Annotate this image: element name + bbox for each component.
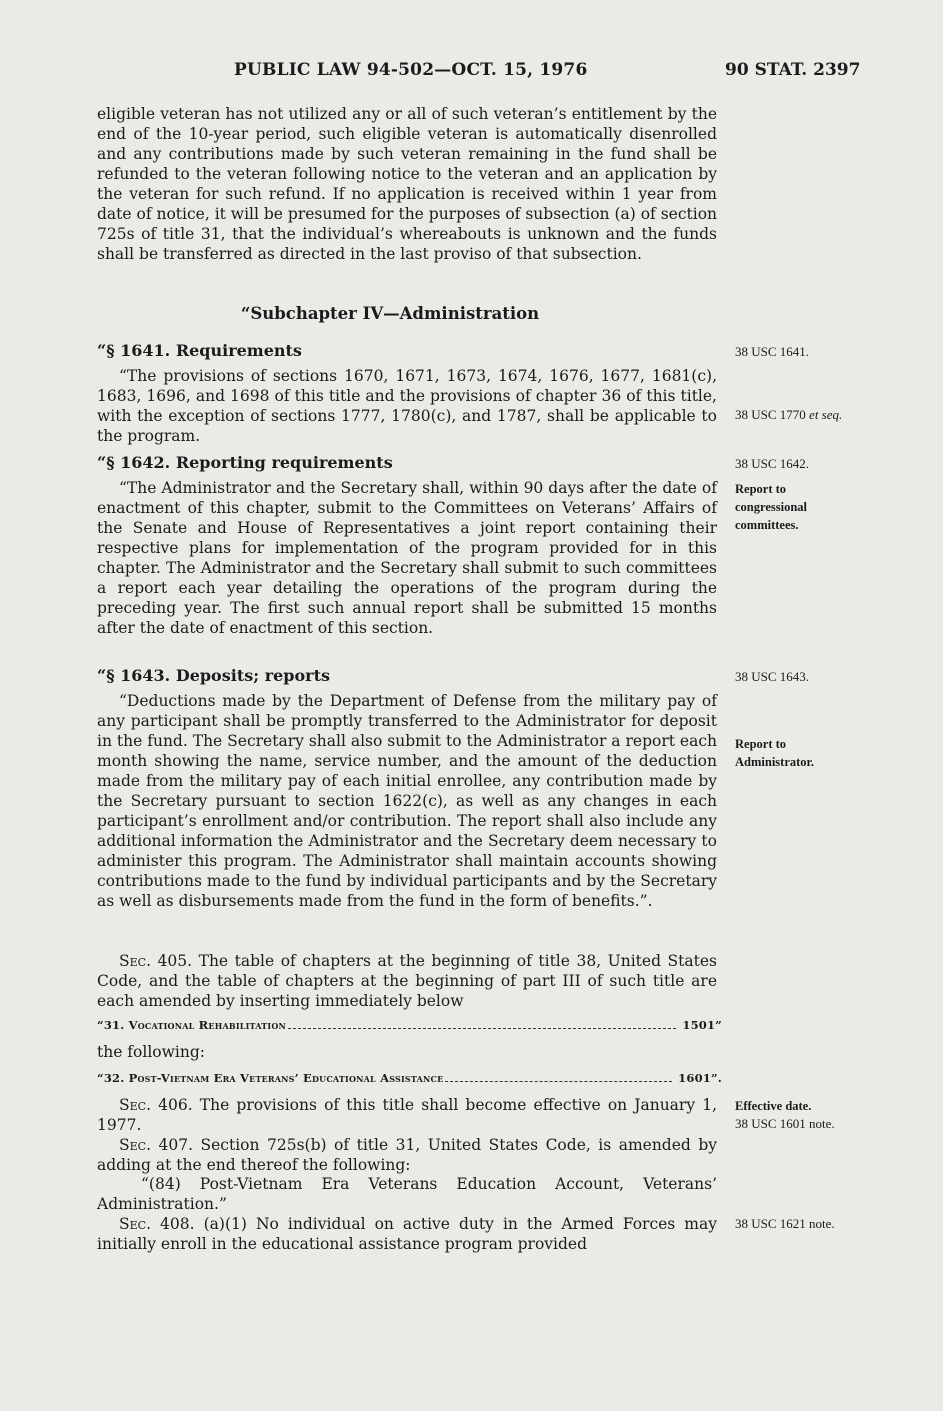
toc-entry-32 — [97, 1071, 722, 1086]
section-1643-heading: “§ 1643. Deposits; reports — [97, 666, 330, 685]
sec-406-text — [97, 1095, 717, 1135]
toc-entry-31-title: “31. Vocational Rehabilitation — [97, 1018, 287, 1032]
margin-note-1770-cite: 38 USC 1770 — [735, 407, 806, 422]
section-1643-text: “Deductions made by the Department of Defense from the military pay of any participant shall be promptly transferred to the Administrator for deposit in the fund. The Secretary shall also submit to the Administrator a report each month showing the name, service number, and the amount of the deduction made from the military pay of each initial enrollee, any contribution made by the Secretary pursuant to section 1622(c), as well as any changes in each participant’s enrollment and/or contribution. The report shall also include any additional information the Administrator and the Secretary deem necessary to administer this program. The Administrator shall maintain accounts showing contributions made to the fund by individual participants and by the Secretary as well as disbursements made from the fund in the form of benefits.”. — [97, 692, 717, 910]
running-header-title: PUBLIC LAW 94-502—OCT. 15, 1976 — [234, 60, 588, 80]
toc-leader — [445, 1081, 672, 1082]
sec-405-body: The table of chapters at the beginning of title 38, United States Code, and the table of chapters at the beginning of part III of such title are each amended by inserting immediately below — [97, 952, 717, 1010]
toc-entry-32-title: “32. Post-Vietnam Era Veterans’ Educational Assistance — [97, 1071, 444, 1085]
sec-406-label: Sec. 406. — [119, 1096, 193, 1114]
toc-entry-31 — [97, 1018, 722, 1033]
toc-entry-32-number: 1601”. — [678, 1071, 722, 1085]
sec-406-body: The provisions of this title shall become effective on January 1, 1977. — [97, 1096, 718, 1134]
subchapter-heading: “Subchapter IV—Administration — [240, 304, 540, 323]
sec-407-body: Section 725s(b) of title 31, United States Code, is amended by adding at the end thereof the following: — [97, 1136, 717, 1174]
sec-407-label: Sec. 407. — [119, 1136, 194, 1154]
margin-note-1770 — [735, 406, 855, 423]
paragraph-continuation: eligible veteran has not utilized any or all of such veteran’s entitlement by the end of the 10-year period, such eligible veteran is automatically disenrolled and any contributions made by such veteran remaining in the fund shall be refunded to the veteran following notice to the veteran and an application by the veteran for such refund. If no application is received within 1 year from date of notice, it will be presumed for the purposes of subsection (a) of section 725s of title 31, that the individual’s whereabouts is unknown and the funds shall be transferred as directed in the last proviso of that subsection. — [97, 105, 718, 263]
margin-note-1621: 38 USC 1621 note. — [735, 1216, 835, 1231]
margin-note-1601: 38 USC 1601 note. — [735, 1116, 835, 1131]
sec-405-label: Sec. 405. — [119, 952, 193, 970]
sec-408-label: Sec. 408. — [119, 1215, 195, 1233]
running-header-page: 90 STAT. 2397 — [725, 60, 861, 80]
sec-407-quote: “(84) Post-Vietnam Era Veterans Education Account, Veterans’ Administration.” — [97, 1175, 717, 1213]
section-1642-text: “The Administrator and the Secretary shall, within 90 days after the date of enactment of this chapter, submit to the Committees on Veterans’ Affairs of the Senate and House of Representatives a joint report containing their respective plans for implementation of the program provided for in this chapter. The Administrator and the Secretary shall submit to such committees a report each year detailing the operations of the program during the preceding year. The first such annual report shall be submitted 15 months after the date of enactment of this section. — [97, 479, 717, 637]
margin-note-effective: Effective date. — [735, 1099, 812, 1113]
margin-note-report-congress: Report to congressional committees. — [735, 482, 807, 532]
section-1641-text: “The provisions of sections 1670, 1671, 1673, 1674, 1676, 1677, 1681(c), 1683, 1696, and 1698 of this title and the provisions of chapter 36 of this title, with the exception of sections 1777, 1780(c), and 1787, shall be applicable to the program. — [97, 367, 717, 445]
sec-405-text — [97, 951, 717, 1011]
following-text: the following: — [97, 1043, 205, 1061]
margin-note-report-admin: Report to Administrator. — [735, 737, 815, 769]
toc-entry-31-number: 1501” — [682, 1018, 722, 1032]
margin-note-1643: 38 USC 1643. — [735, 669, 810, 684]
section-1642-heading: “§ 1642. Reporting requirements — [97, 453, 393, 472]
sec-407-text — [97, 1135, 717, 1175]
sec-408-text — [97, 1214, 717, 1254]
margin-note-1641: 38 USC 1641. — [735, 344, 810, 359]
section-1641-heading: “§ 1641. Requirements — [97, 341, 302, 360]
margin-note-1642: 38 USC 1642. — [735, 456, 810, 471]
toc-leader — [288, 1028, 676, 1029]
margin-note-1770-etseq: et seq. — [809, 407, 843, 422]
sec-408-body: (a)(1) No individual on active duty in the Armed Forces may initially enroll in the educational assistance program provided — [97, 1215, 717, 1253]
